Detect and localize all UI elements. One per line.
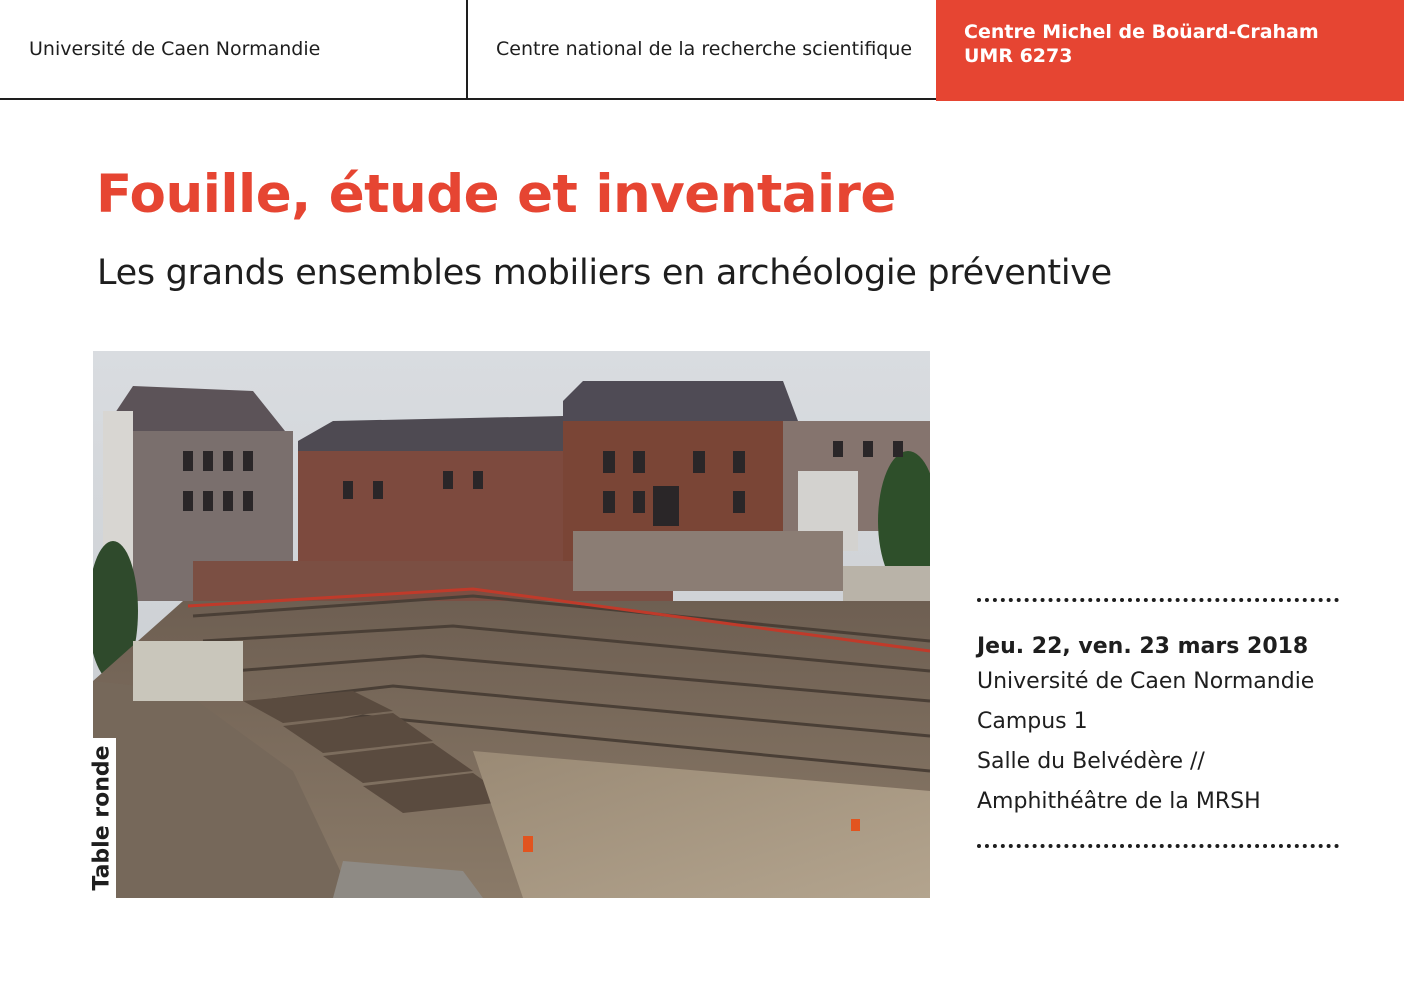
- event-location-line: Amphithéâtre de la MRSH: [977, 789, 1261, 814]
- event-date: Jeu. 22, ven. 23 mars 2018: [977, 634, 1309, 659]
- excavation-photo: [93, 351, 930, 898]
- header-lab-block: [936, 0, 1404, 101]
- page-subtitle: Les grands ensembles mobiliers en archéologie préventive: [97, 253, 1112, 293]
- dotted-divider-bottom: [977, 844, 1339, 848]
- lab-code: UMR 6273: [964, 45, 1073, 67]
- header-cnrs: [468, 0, 936, 100]
- event-location-line: Université de Caen Normandie: [977, 669, 1315, 694]
- cnrs-name: Centre national de la recherche scientifique: [496, 38, 913, 60]
- event-location-line: Salle du Belvédère //: [977, 749, 1205, 774]
- dotted-divider-top: [977, 598, 1339, 602]
- lab-name: Centre Michel de Boüard-Craham: [964, 21, 1319, 43]
- header-bar: [0, 0, 1404, 101]
- event-info: [977, 598, 1339, 848]
- side-label: Table ronde: [89, 745, 115, 891]
- header-university: [0, 0, 468, 100]
- event-location-line: Campus 1: [977, 709, 1088, 734]
- page-title: Fouille, étude et inventaire: [96, 164, 896, 225]
- university-name: Université de Caen Normandie: [29, 38, 321, 60]
